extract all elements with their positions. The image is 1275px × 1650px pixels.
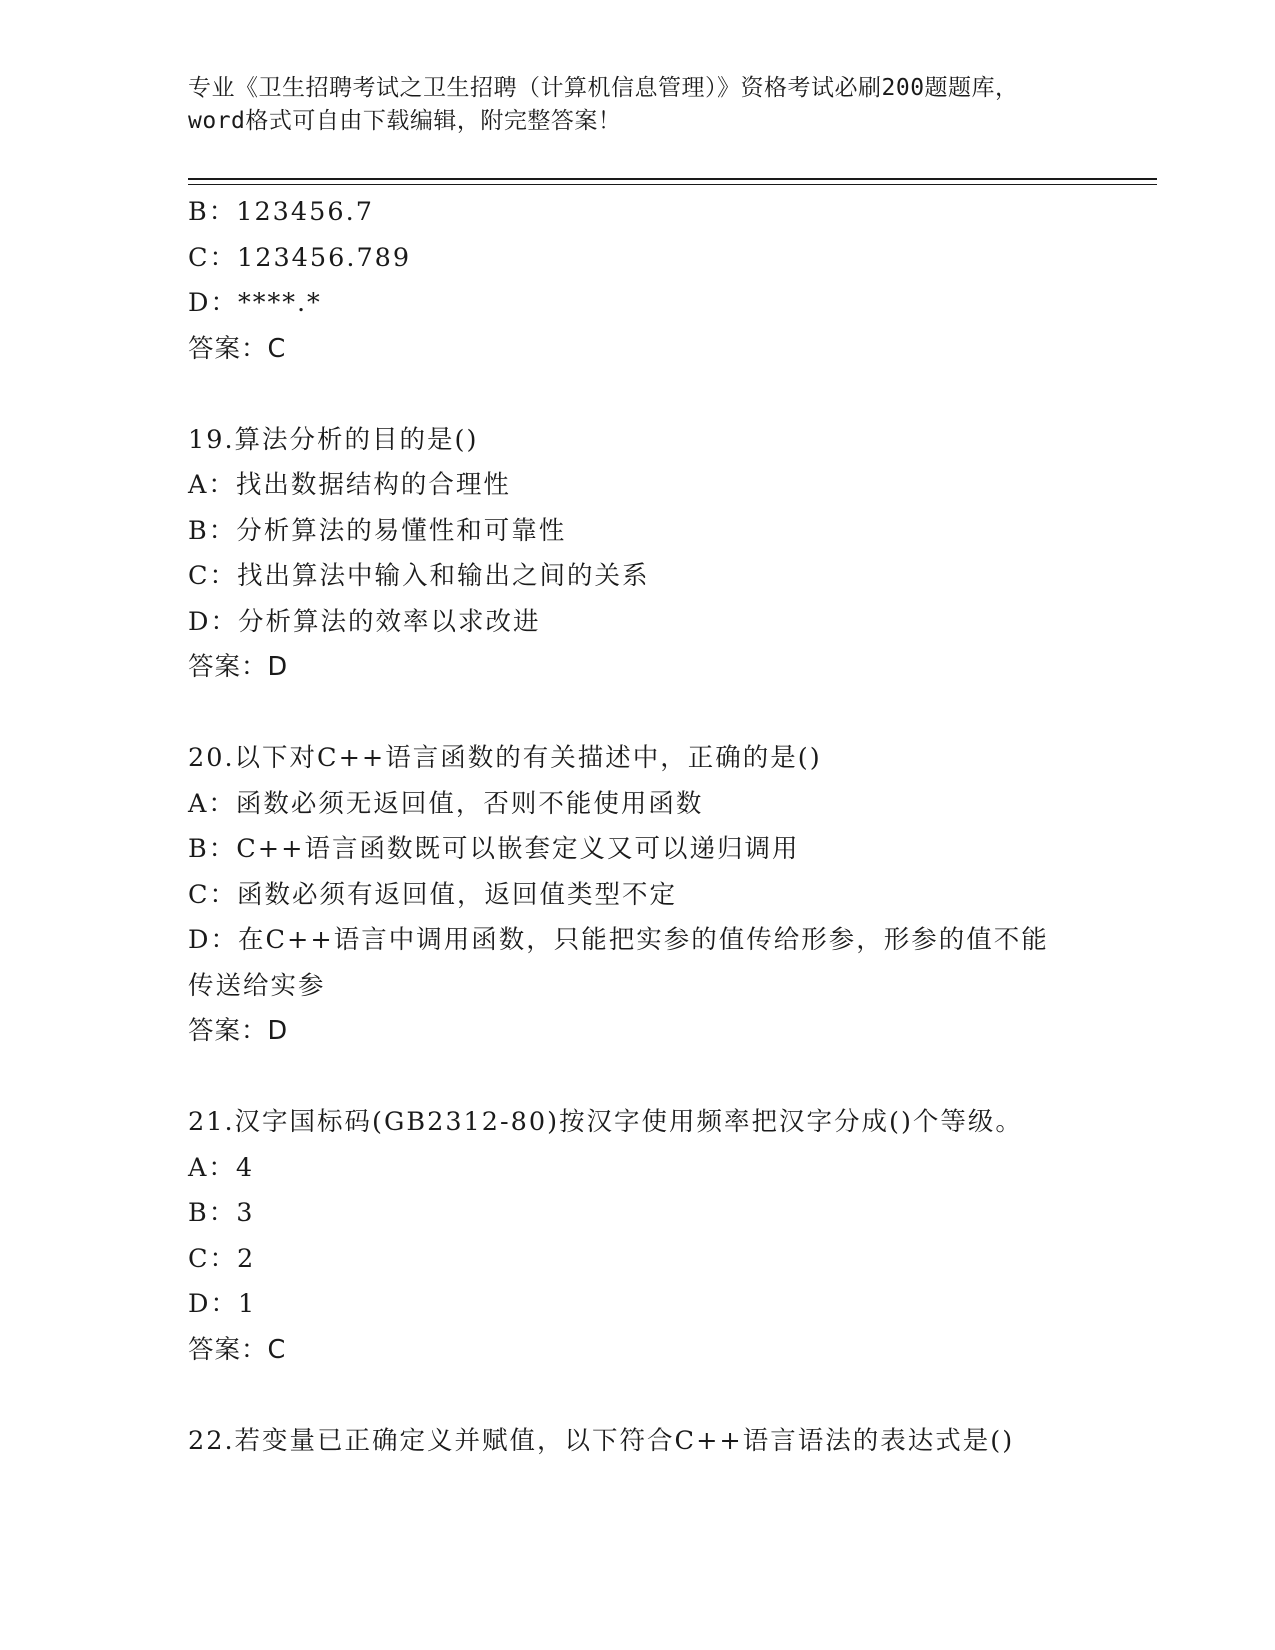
answer-line: 答案：D — [188, 652, 289, 682]
option-d: D：在C++语言中调用函数，只能把实参的值传给形参，形参的值不能 — [188, 925, 1049, 955]
option-b: B：3 — [188, 1198, 255, 1228]
header-rule-thin — [188, 184, 1157, 185]
option-a: A：函数必须无返回值，否则不能使用函数 — [188, 788, 704, 819]
question-stem: 21.汉字国标码(GB2312-80)按汉字使用频率把汉字分成()个等级。 — [188, 1107, 1023, 1137]
document-header — [188, 72, 1088, 138]
option-d-continued: 传送给实参 — [188, 970, 326, 1001]
question-stem: 19.算法分析的目的是() — [188, 424, 479, 455]
option-d: D：1 — [188, 1289, 257, 1319]
question-19 — [188, 418, 1088, 691]
spacer — [188, 691, 1088, 737]
question-20 — [188, 736, 1088, 1055]
answer-line: 答案：C — [188, 333, 287, 364]
question-stem: 20.以下对C++语言函数的有关描述中，正确的是() — [188, 743, 822, 773]
option-c: C：函数必须有返回值，返回值类型不定 — [188, 879, 678, 910]
question-stem: 22.若变量已正确定义并赋值，以下符合C++语言语法的表达式是() — [188, 1425, 1015, 1456]
question-22 — [188, 1419, 1088, 1465]
option-a: A：4 — [188, 1152, 255, 1183]
option-b: B：分析算法的易懂性和可靠性 — [188, 515, 567, 546]
header-title-line-1: 专业《卫生招聘考试之卫生招聘（计算机信息管理）》资格考试必刷200题题库， — [188, 75, 1019, 101]
answer-line: 答案：D — [188, 1016, 289, 1046]
question-21 — [188, 1100, 1088, 1373]
option-d: D：分析算法的效率以求改进 — [188, 606, 541, 637]
option-c: C：2 — [188, 1243, 256, 1274]
option-d: D：****.* — [188, 288, 322, 318]
option-b: B：123456.7 — [188, 197, 374, 227]
option-c: C：找出算法中输入和输出之间的关系 — [188, 561, 650, 591]
spacer — [188, 372, 1088, 418]
option-b: B：C++语言函数既可以嵌套定义又可以递归调用 — [188, 834, 800, 864]
answer-line: 答案：C — [188, 1334, 287, 1365]
question-list — [188, 190, 1088, 1464]
option-a: A：找出数据结构的合理性 — [188, 470, 511, 500]
header-rule-thick — [188, 178, 1157, 180]
question-18 — [188, 190, 1088, 372]
spacer — [188, 1373, 1088, 1419]
spacer — [188, 1055, 1088, 1101]
option-c: C：123456.789 — [188, 242, 412, 273]
header-title-line-2: word格式可自由下载编辑，附完整答案！ — [188, 108, 622, 134]
